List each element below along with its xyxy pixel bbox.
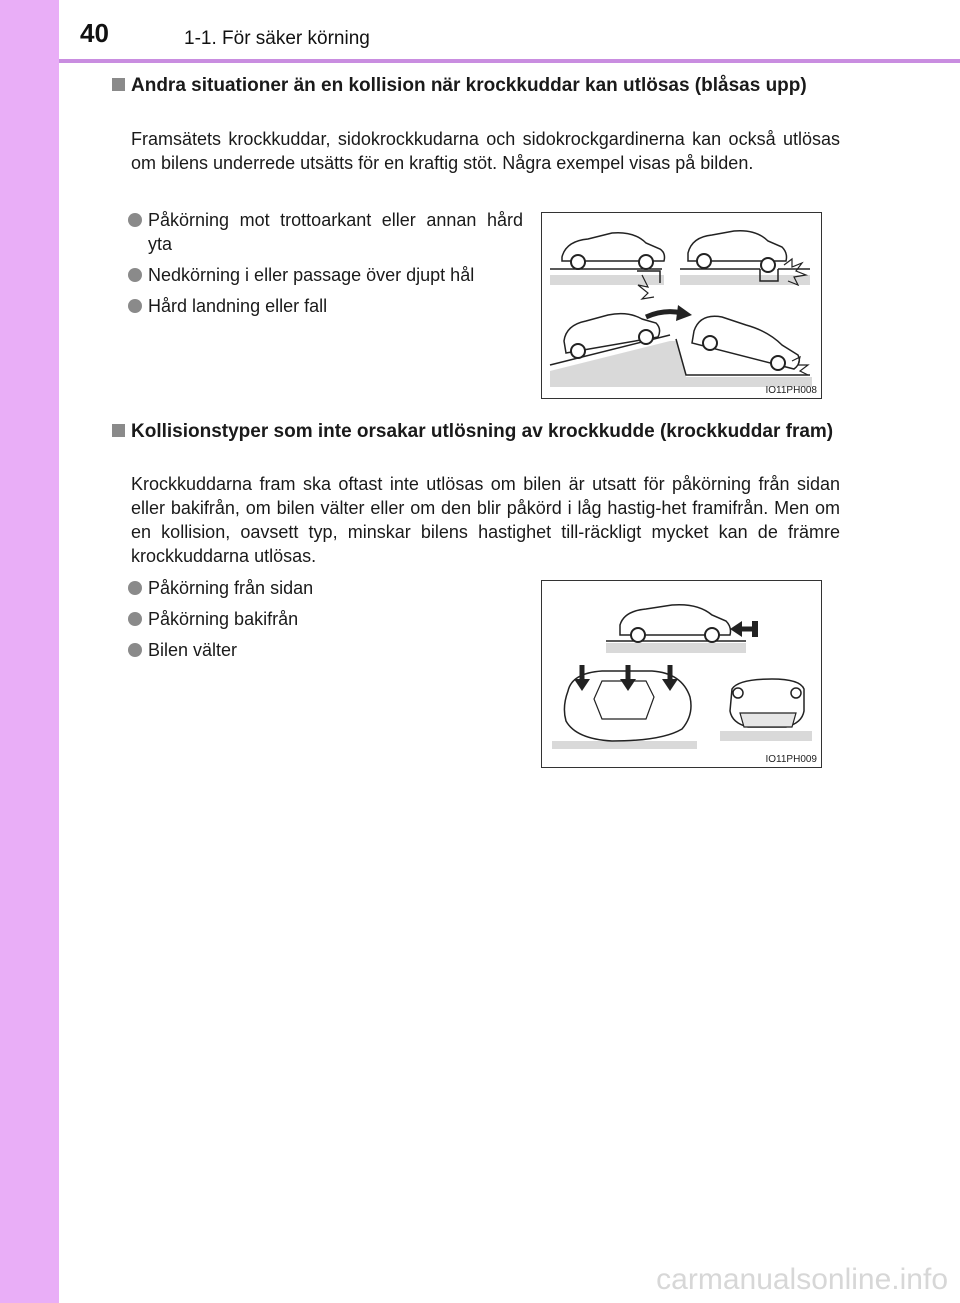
illustration-undercarriage-impacts [541, 212, 822, 399]
section-heading-collision-types [112, 420, 848, 444]
body-paragraph: Framsätets krockkuddar, sidokrockkudarna och sidokrockgardinerna kan också utlösas om bilens underrede utsätts för en kraftig stöt. Några exempel visas på bilden. [131, 129, 840, 173]
watermark: carmanualsonline.info [656, 1263, 948, 1296]
list-item: Påkörning mot trottoarkant eller annan hård yta [128, 208, 523, 256]
bullet-icon [128, 643, 142, 657]
heading-text: Andra situationer än en kollision när krockkuddar kan utlösas (blåsas upp) [131, 75, 807, 96]
heading-square-icon [112, 424, 125, 437]
bullet-icon [128, 213, 142, 227]
header-divider [59, 59, 960, 63]
list-item: Nedkörning i eller passage över djupt hål [128, 263, 523, 287]
list-item: Påkörning från sidan [128, 576, 523, 600]
bullet-icon [128, 581, 142, 595]
bullet-icon [128, 299, 142, 313]
side-color-band [0, 0, 59, 1303]
list-item: Bilen välter [128, 638, 523, 662]
illustration-non-deploy-collisions [541, 580, 822, 768]
bullet-icon [128, 268, 142, 282]
list-item: Påkörning bakifrån [128, 607, 523, 631]
figure-code: IO11PH008 [765, 385, 817, 396]
bullet-list [128, 576, 523, 662]
section-title: 1-1. För säker körning [184, 28, 370, 49]
bullet-list [128, 208, 523, 318]
list-item: Hård landning eller fall [128, 294, 523, 318]
figure-code: IO11PH009 [765, 754, 817, 765]
bullet-icon [128, 612, 142, 626]
section-heading-other-situations [112, 74, 848, 98]
heading-square-icon [112, 78, 125, 91]
heading-text: Kollisionstyper som inte orsakar utlösning av krockkudde (krockkuddar fram) [131, 421, 834, 442]
body-paragraph: Krockkuddarna fram ska oftast inte utlösas om bilen är utsatt för påkörning från sidan eller bakifrån, om bilen välter eller om den blir påkörd i låg hastig-het framifrån. Men om en kollision, oavsett typ, minskar bilens hastighet till-räckligt mycket kan de främre krockkuddarna utlösas. [131, 474, 840, 566]
page-number: 40 [80, 18, 109, 48]
